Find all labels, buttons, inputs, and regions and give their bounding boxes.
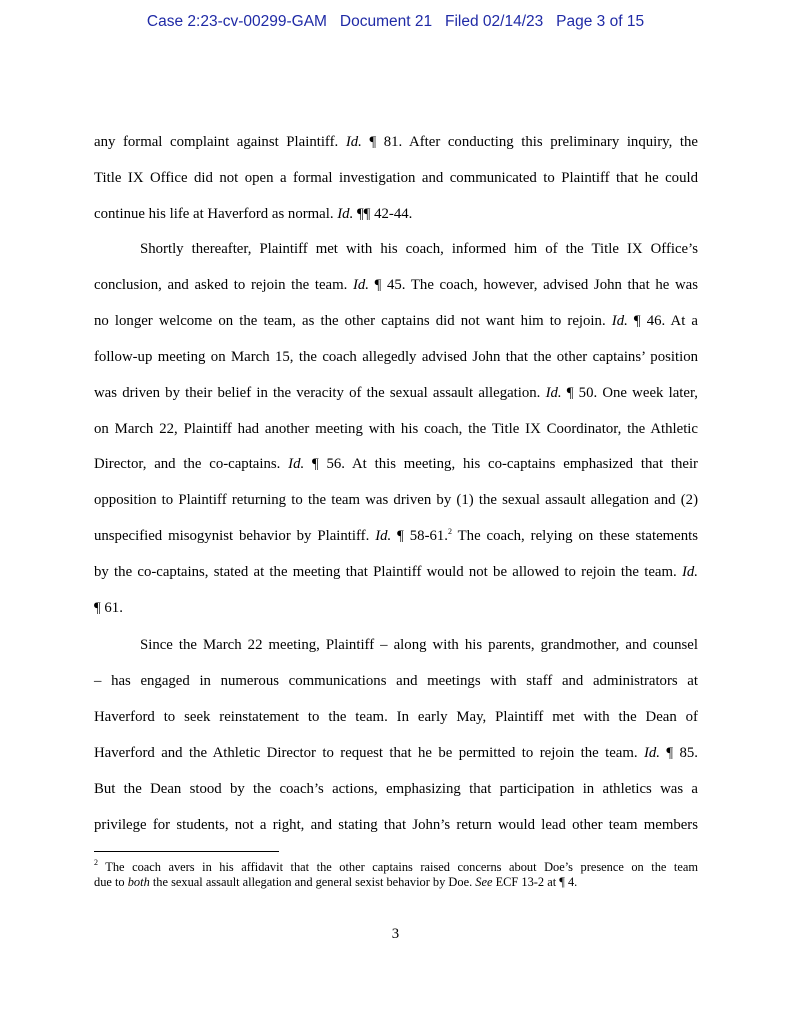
text-run: Haverford and the Athletic Director to request that he be permitted to rejoin the team.	[94, 745, 644, 761]
text-run: ¶ 56. At this meeting, his co-captains emphasized that their	[304, 456, 698, 472]
body-line	[94, 527, 698, 545]
footnote-line	[94, 860, 698, 875]
body-line	[94, 780, 698, 798]
text-run: ¶ 61.	[94, 600, 123, 616]
body-line	[94, 744, 698, 762]
body-line	[94, 816, 698, 834]
text-run: ¶ 50. One week later,	[561, 385, 698, 401]
text-run: Id.	[345, 134, 362, 150]
text-run: Id.	[681, 564, 698, 580]
footnote-marker: 2	[94, 858, 98, 867]
body-line	[94, 384, 698, 402]
text-run: no longer welcome on the team, as the other captains did not want him to rejoin.	[94, 313, 612, 329]
text-run: Id.	[288, 456, 305, 472]
body-line	[94, 420, 698, 438]
text-run: conclusion, and asked to rejoin the team.	[94, 277, 353, 293]
text-run: Haverford to seek reinstatement to the team. In early May, Plaintiff met with the Dean of	[94, 709, 698, 725]
body-line	[94, 491, 698, 509]
body-line	[94, 563, 698, 581]
text-run: both	[127, 875, 150, 889]
body-line	[94, 240, 698, 258]
body-line	[94, 312, 698, 330]
body-line	[94, 636, 698, 654]
text-run: Id.	[643, 745, 660, 761]
text-run: due to	[94, 875, 128, 889]
text-run: ¶ 46. At a	[627, 313, 698, 329]
text-run: Title IX Office did not open a formal investigation and communicated to Plaintiff that he could	[94, 170, 698, 186]
text-run: privilege for students, not a right, and stating that John’s return would lead other team members	[94, 817, 698, 833]
text-run: by the co-captains, stated at the meeting that Plaintiff would not be allowed to rejoin the team.	[94, 564, 682, 580]
text-run: Id.	[545, 385, 562, 401]
footnote-marker: 2	[448, 527, 452, 536]
body-line	[94, 708, 698, 726]
text-run: ¶ 85.	[659, 745, 698, 761]
text-run: ECF 13-2 at ¶ 4.	[492, 875, 578, 889]
footnote-line	[94, 875, 698, 890]
text-run: Id.	[375, 528, 392, 544]
text-run: the sexual assault allegation and general sexist behavior by Doe.	[149, 875, 476, 889]
text-run: Id.	[337, 206, 354, 222]
text-run: Id.	[352, 277, 369, 293]
case-header: Case 2:23-cv-00299-GAM Document 21 Filed 02/14/23 Page 3 of 15	[146, 13, 645, 30]
body-line	[94, 348, 698, 366]
text-run: The coach, relying on these statements	[452, 528, 698, 544]
text-run: ¶ 81. After conducting this preliminary inquiry, the	[361, 134, 698, 150]
body-line	[94, 672, 698, 690]
text-run: Since the March 22 meeting, Plaintiff – along with his parents, grandmother, and counsel	[140, 637, 698, 653]
text-run: The coach avers in his affidavit that the other captains raised concerns about Doe’s presence on the team	[98, 860, 698, 874]
text-run: ¶ 58-61.	[391, 528, 448, 544]
text-run: any formal complaint against Plaintiff.	[94, 134, 346, 150]
footnote-divider	[94, 851, 279, 852]
text-run: on March 22, Plaintiff had another meeting with his coach, the Title IX Coordinator, the Athletic	[94, 421, 698, 437]
text-run: was driven by their belief in the veracity of the sexual assault allegation.	[94, 385, 546, 401]
text-run: See	[475, 875, 493, 889]
text-run: – has engaged in numerous communications and meetings with staff and administrators at	[94, 673, 698, 689]
body-line	[94, 455, 698, 473]
text-run: unspecified misogynist behavior by Plaintiff.	[94, 528, 376, 544]
text-run: opposition to Plaintiff returning to the team was driven by (1) the sexual assault allegation and (2)	[94, 492, 698, 508]
page-number: 3	[391, 926, 400, 942]
body-line	[94, 599, 698, 617]
text-run: But the Dean stood by the coach’s actions, emphasizing that participation in athletics was a	[94, 781, 698, 797]
text-run: follow-up meeting on March 15, the coach allegedly advised John that the other captains’ position	[94, 349, 698, 365]
body-line	[94, 276, 698, 294]
text-run: ¶¶ 42-44.	[353, 206, 413, 222]
text-run: Shortly thereafter, Plaintiff met with his coach, informed him of the Title IX Office’s	[140, 241, 698, 257]
text-run: Id.	[611, 313, 628, 329]
body-line	[94, 205, 698, 223]
text-run: ¶ 45. The coach, however, advised John that he was	[369, 277, 699, 293]
body-line	[94, 169, 698, 187]
body-line	[94, 133, 698, 151]
text-run: continue his life at Haverford as normal.	[94, 206, 338, 222]
text-run: Director, and the co-captains.	[94, 456, 289, 472]
